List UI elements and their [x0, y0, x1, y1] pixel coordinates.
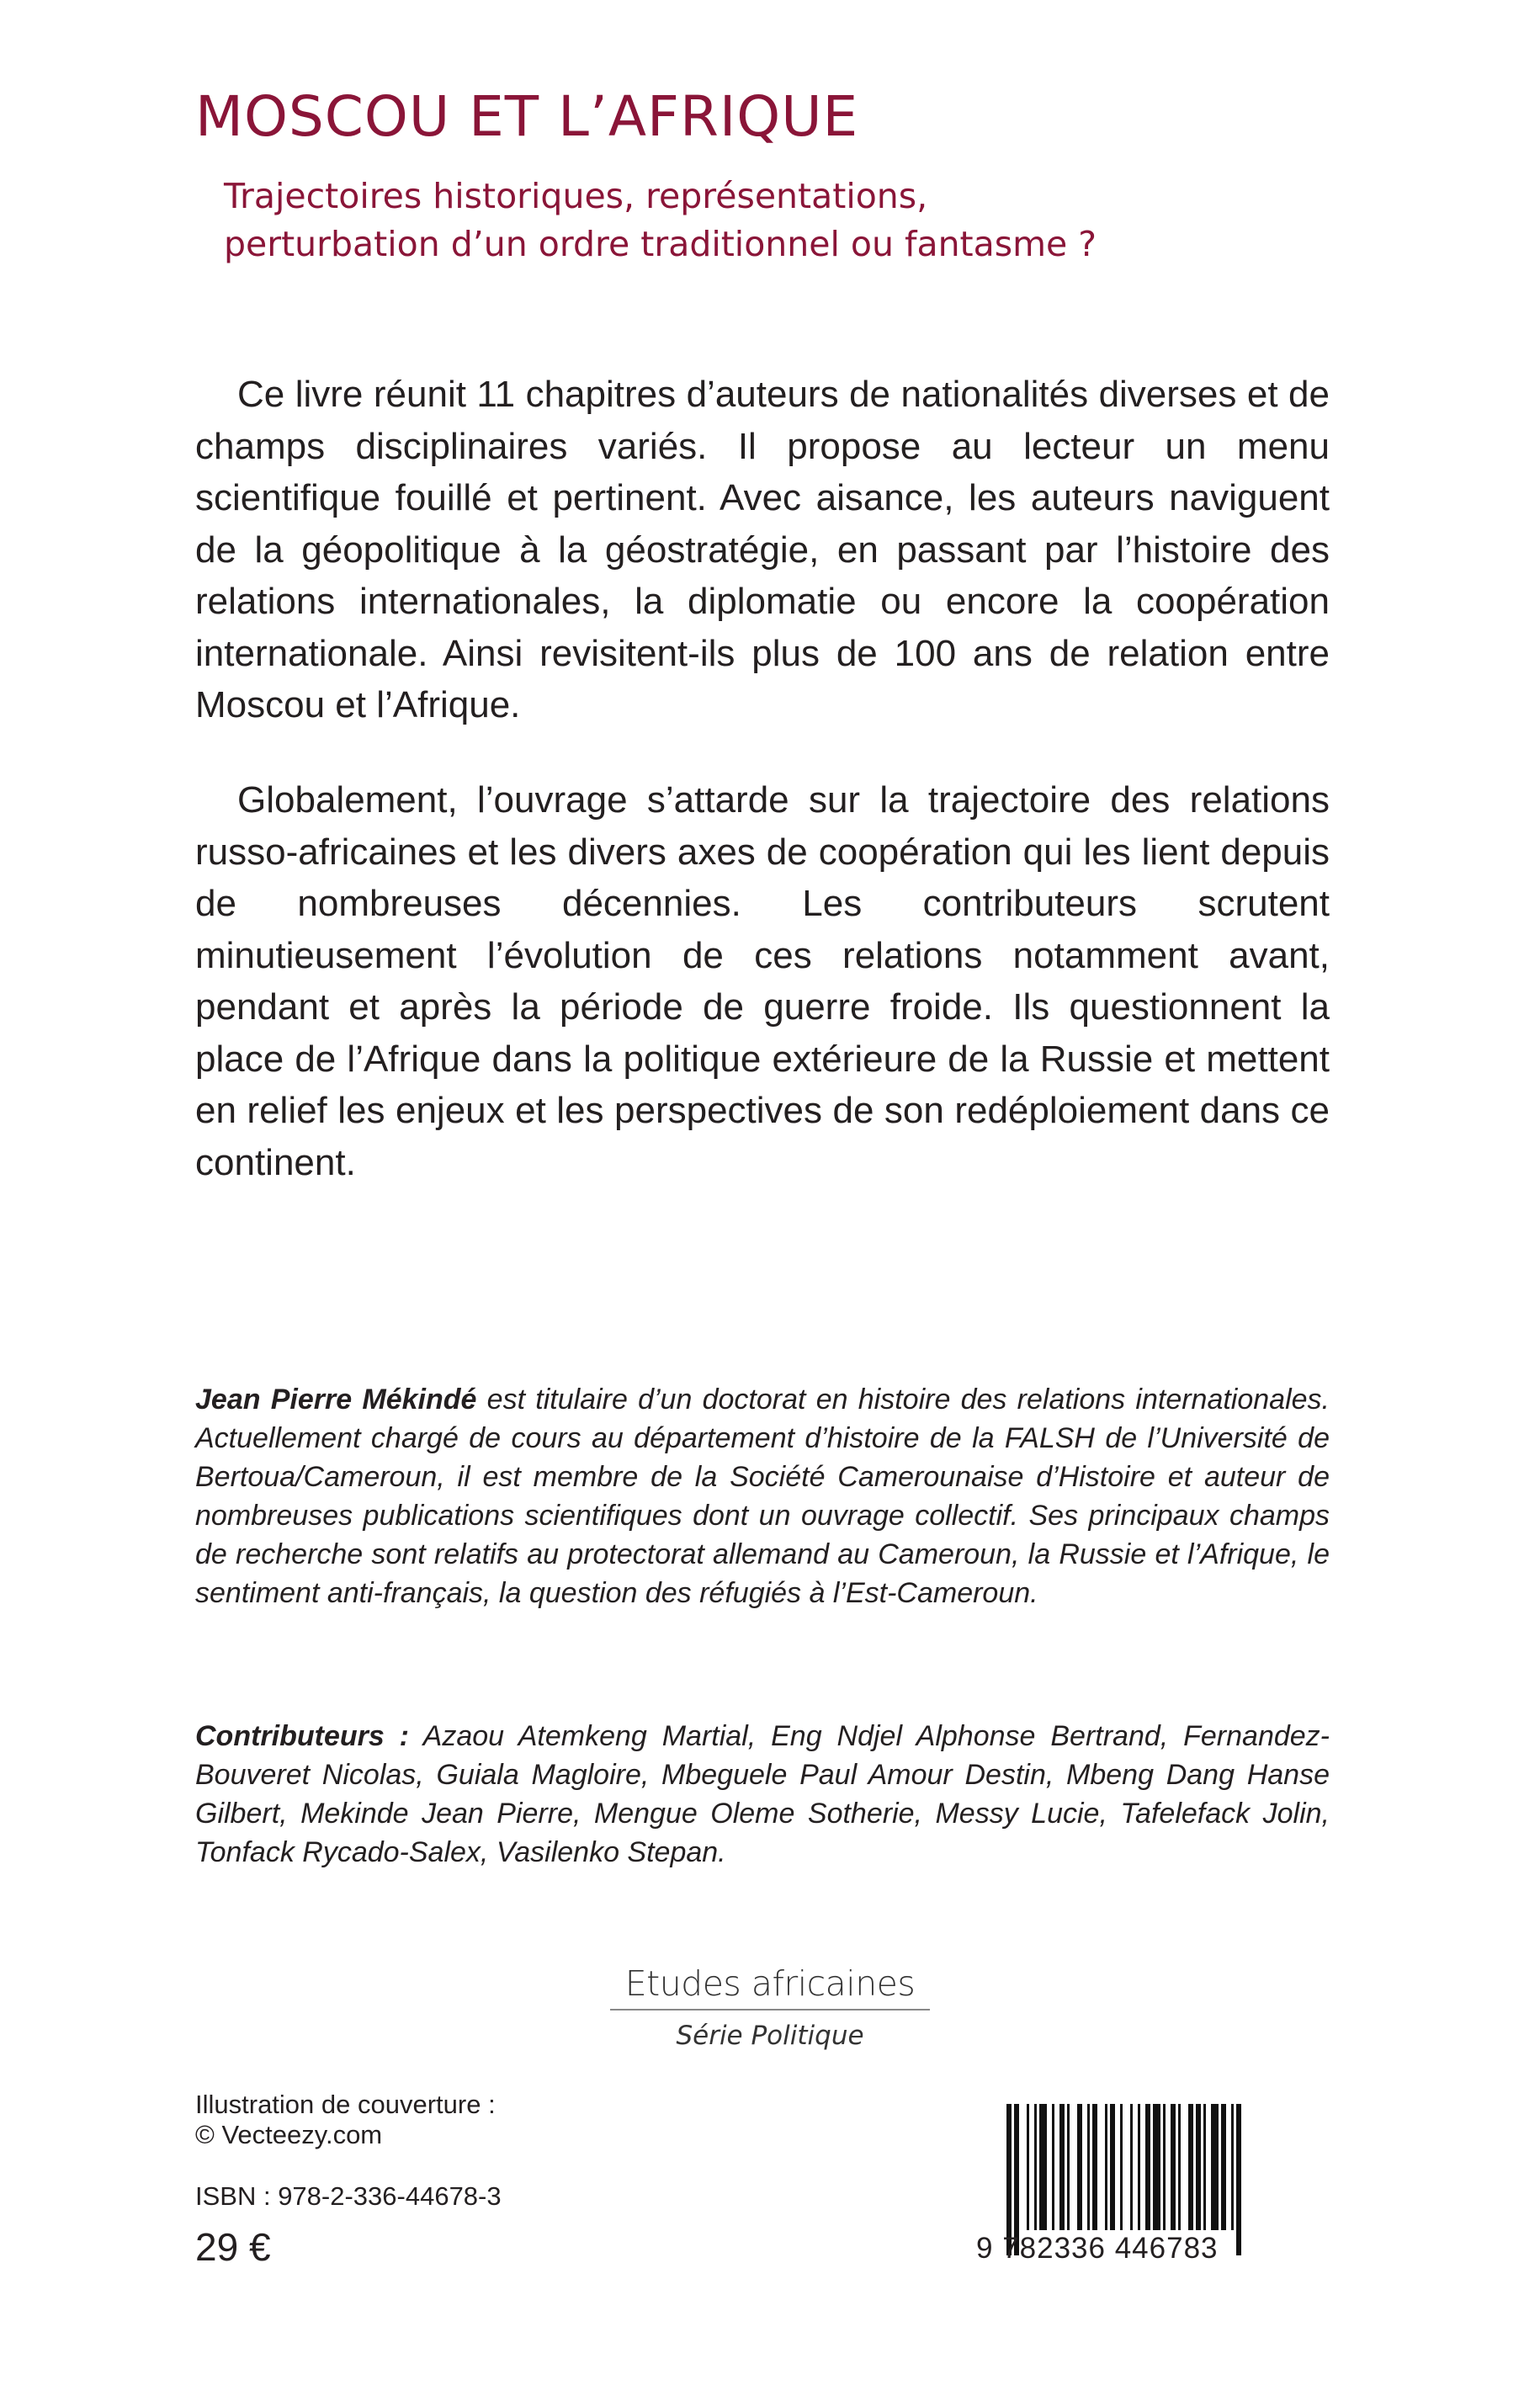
series-subtitle: Série Politique	[676, 2021, 864, 2051]
summary-paragraph: Globalement, l’ouvrage s’attarde sur la trajectoire des relations russo-africaines et les divers axes de coopération qui les lient depuis de nombreuses décennies. Les contributeurs scrutent minutieusement l’évolution de ces relations notamment avant, pendant et après la période de guerre froide. Ils questionnent la place de l’Afrique dans la politique extérieure de la Russie et mettent en relief les enjeux et les perspectives de son redéploiement dans ce continent.	[195, 779, 1330, 1183]
barcode-bar	[1188, 2104, 1193, 2230]
barcode-bar	[1171, 2104, 1176, 2230]
barcode-bar	[1027, 2104, 1029, 2230]
series-divider	[610, 2009, 930, 2011]
barcode-bar	[1039, 2104, 1047, 2230]
subtitle-line: Trajectoires historiques, représentations,	[224, 176, 928, 216]
barcode-digits: 9 782336 446783	[976, 2232, 1219, 2265]
author-bio	[195, 1380, 1330, 1612]
illustration-label: Illustration de couverture :	[195, 2090, 496, 2119]
barcode-bar	[1196, 2104, 1201, 2230]
barcode-bar	[1059, 2104, 1065, 2230]
barcode-bar	[1153, 2104, 1160, 2230]
barcode-bar	[1110, 2104, 1115, 2230]
contributors-label: Contributeurs :	[195, 1720, 410, 1752]
barcode-bar	[1163, 2104, 1166, 2230]
author-name: Jean Pierre Mékindé	[195, 1384, 477, 1416]
series-block	[593, 1963, 947, 2051]
author-bio-text: est titulaire d’un doctorat en histoire des relations internationales. Actuellement chargé de cours au département d’histoire de la FALSH de l’Université de Bertoua/Cameroun, il est membre de la Société Camerounaise d’Histoire et auteur de nombreuses publications scientifiques dont un ouvrage collectif. Ses principaux champs de recherche sont relatifs au protectorat allemand au Cameroun, la Russie et l’Afrique, le sentiment anti-français, la question des réfugiés à l’Est-Cameroun.	[195, 1384, 1330, 1609]
barcode-bar	[1178, 2104, 1181, 2230]
barcode-bar	[1138, 2104, 1140, 2230]
barcode-bar	[1120, 2104, 1123, 2230]
book-title: MOSCOU ET L’AFRIQUE	[195, 84, 859, 149]
barcode-bar	[1034, 2104, 1037, 2230]
book-subtitle	[224, 173, 1318, 268]
contributors-list: Azaou Atemkeng Martial, Eng Ndjel Alphonse Bertrand, Fernandez-Bouveret Nicolas, Guiala Magloire, Mbeguele Paul Amour Destin, Mbeng Dang Hanse Gilbert, Mekinde Jean Pierre, Mengue Oleme Sotherie, Messy Lucie, Tafelefack Jolin, Tonfack Rycado-Salex, Vasilenko Stepan.	[195, 1720, 1330, 1868]
barcode-bar	[1203, 2104, 1206, 2230]
price: 29 €	[195, 2225, 271, 2269]
barcode-bar	[1087, 2104, 1090, 2230]
barcode-bar	[1105, 2104, 1107, 2230]
barcode-bar	[1145, 2104, 1150, 2230]
barcode-bar	[1077, 2104, 1082, 2230]
series-name: Etudes africaines	[624, 1963, 916, 2004]
barcode-bar	[1211, 2104, 1219, 2230]
isbn: ISBN : 978-2-336-44678-3	[195, 2181, 502, 2211]
barcode-bar	[1092, 2104, 1097, 2230]
barcode-bar	[1130, 2104, 1133, 2230]
barcode-bar	[1067, 2104, 1070, 2230]
barcode-bar	[1231, 2104, 1234, 2230]
contributors	[195, 1717, 1330, 1872]
summary-paragraph: Ce livre réunit 11 chapitres d’auteurs de nationalités diverses et de champs disciplinaires variés. Il propose au lecteur un menu scientifique fouillé et pertinent. Avec aisance, les auteurs naviguent de la géopolitique à la géostratégie, en passant par l’histoire des relations internationales, la diplomatie ou encore la coopération internationale. Ainsi revisitent-ils plus de 100 ans de relation entre Moscou et l’Afrique.	[195, 374, 1330, 725]
illustration-credit	[195, 2090, 496, 2150]
barcode-bar	[1052, 2104, 1054, 2230]
subtitle-line: perturbation d’un ordre traditionnel ou fantasme ?	[224, 224, 1097, 264]
illustration-source: © Vecteezy.com	[195, 2120, 383, 2149]
barcode-bar	[1221, 2104, 1226, 2230]
